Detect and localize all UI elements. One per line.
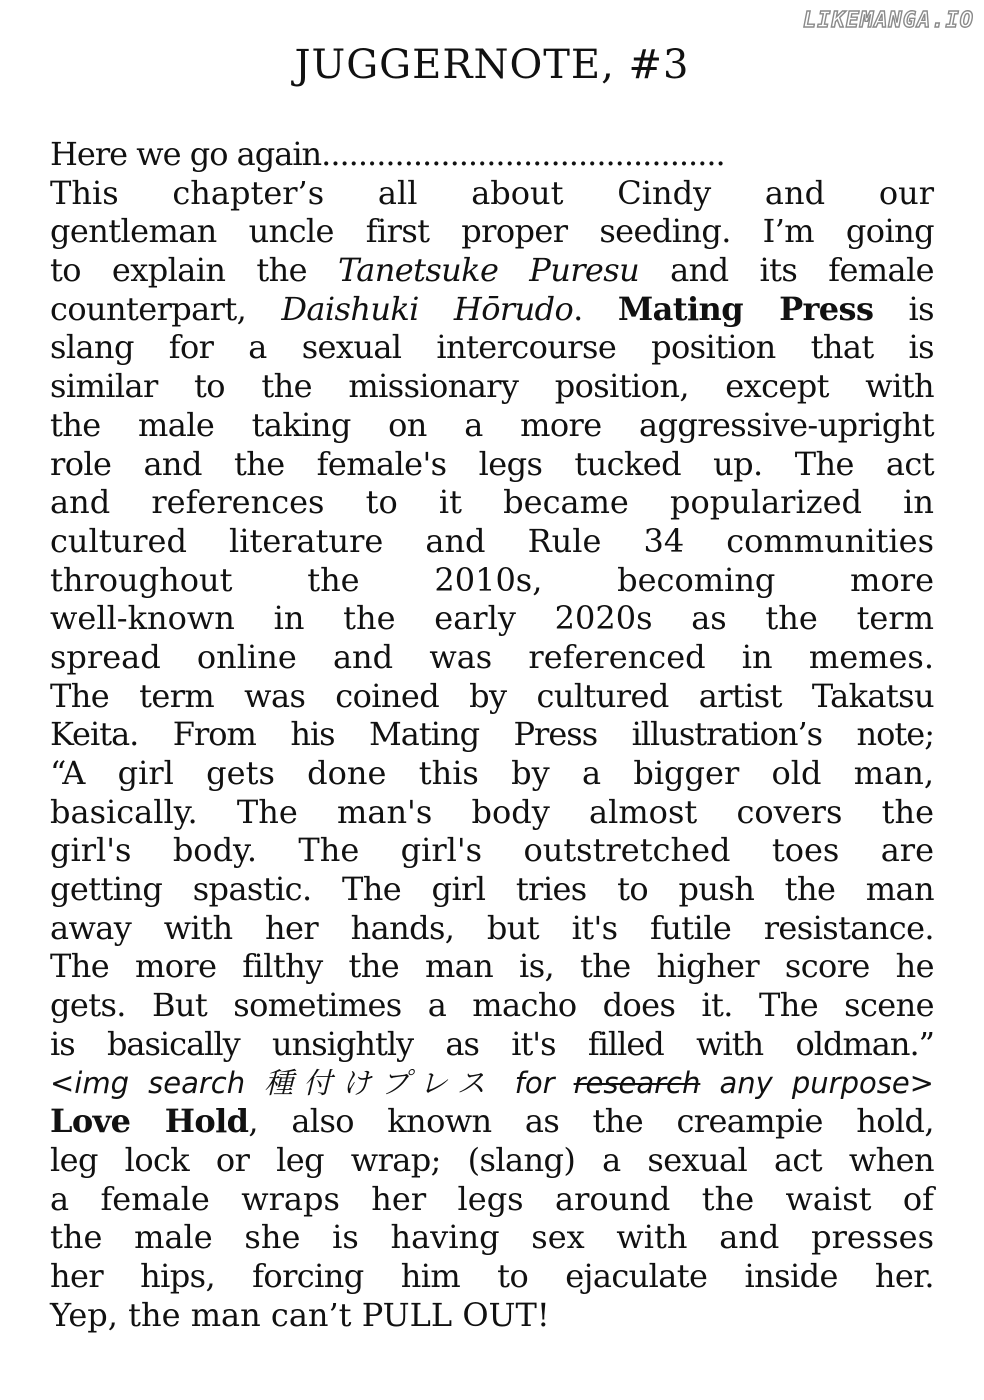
bold-term: Love Hold bbox=[50, 1102, 249, 1141]
text-segment: and its female bbox=[639, 251, 934, 290]
text-line: throughout the 2010s, becoming more bbox=[50, 560, 934, 599]
text-line: is basically unsightly as it's filled with oldman.” bbox=[50, 1024, 934, 1063]
text-line: a female wraps her legs around the waist of bbox=[50, 1179, 934, 1218]
text-line: similar to the missionary position, except with bbox=[50, 367, 934, 406]
text-line: and references to it became popularized in bbox=[50, 483, 934, 522]
text-segment: any purpose> bbox=[700, 1065, 934, 1100]
text-line: Yep, the man can’t PULL OUT! bbox=[50, 1295, 550, 1334]
text-line: girl's body. The girl's outstretched toes are bbox=[50, 831, 934, 870]
text-segment: <img search 種付けプレス for bbox=[50, 1065, 574, 1100]
text-line: spread online and was referenced in memes. bbox=[50, 637, 934, 676]
text-line: gentleman uncle first proper seeding. I’m going bbox=[50, 212, 934, 251]
struck-word: research bbox=[573, 1065, 701, 1100]
text-line bbox=[50, 290, 934, 329]
text-segment: is bbox=[873, 289, 934, 328]
text-line: slang for a sexual intercourse position that is bbox=[50, 328, 934, 367]
text-line: role and the female's legs tucked up. The act bbox=[50, 444, 934, 483]
site-watermark: LIKEMANGA.IO bbox=[803, 8, 974, 33]
text-line: cultured literature and Rule 34 communities bbox=[50, 521, 934, 560]
text-line: The term was coined by cultured artist Takatsu bbox=[50, 676, 934, 715]
text-line: well-known in the early 2020s as the term bbox=[50, 599, 934, 638]
text-line bbox=[50, 1102, 934, 1141]
text-line: leg lock or leg wrap; (slang) a sexual act when bbox=[50, 1140, 934, 1179]
text-line: the male she is having sex with and presses bbox=[50, 1218, 934, 1257]
text-segment: , also known as the creampie hold, bbox=[248, 1102, 934, 1141]
text-line: getting spastic. The girl tries to push the man bbox=[50, 870, 934, 909]
text-line: This chapter’s all about Cindy and our bbox=[50, 173, 934, 212]
note-body bbox=[50, 135, 934, 1334]
text-line: gets. But sometimes a macho does it. The scene bbox=[50, 986, 934, 1025]
text-line: The more filthy the man is, the higher score he bbox=[50, 947, 934, 986]
page-title: JUGGERNOTE, #3 bbox=[294, 42, 690, 88]
text-line: her hips, forcing him to ejaculate inside her. bbox=[50, 1256, 934, 1295]
text-line: Keita. From his Mating Press illustration’s note; bbox=[50, 715, 934, 754]
text-line: “A girl gets done this by a bigger old man, bbox=[50, 754, 934, 792]
text-line bbox=[50, 1064, 934, 1103]
text-segment: to explain the bbox=[50, 251, 338, 290]
italic-term: Tanetsuke Puresu bbox=[337, 251, 640, 290]
text-segment: . bbox=[573, 289, 618, 328]
text-line: Here we go again............................................ bbox=[50, 135, 725, 173]
text-line: basically. The man's body almost covers the bbox=[50, 792, 934, 831]
text-line: the male taking on a more aggressive-upright bbox=[50, 405, 934, 444]
text-line bbox=[50, 251, 934, 290]
text-line: away with her hands, but it's futile resistance. bbox=[50, 908, 934, 947]
bold-term: Mating Press bbox=[617, 289, 874, 328]
italic-term: Daishuki Hōrudo bbox=[281, 289, 574, 328]
text-segment: counterpart, bbox=[50, 289, 282, 328]
